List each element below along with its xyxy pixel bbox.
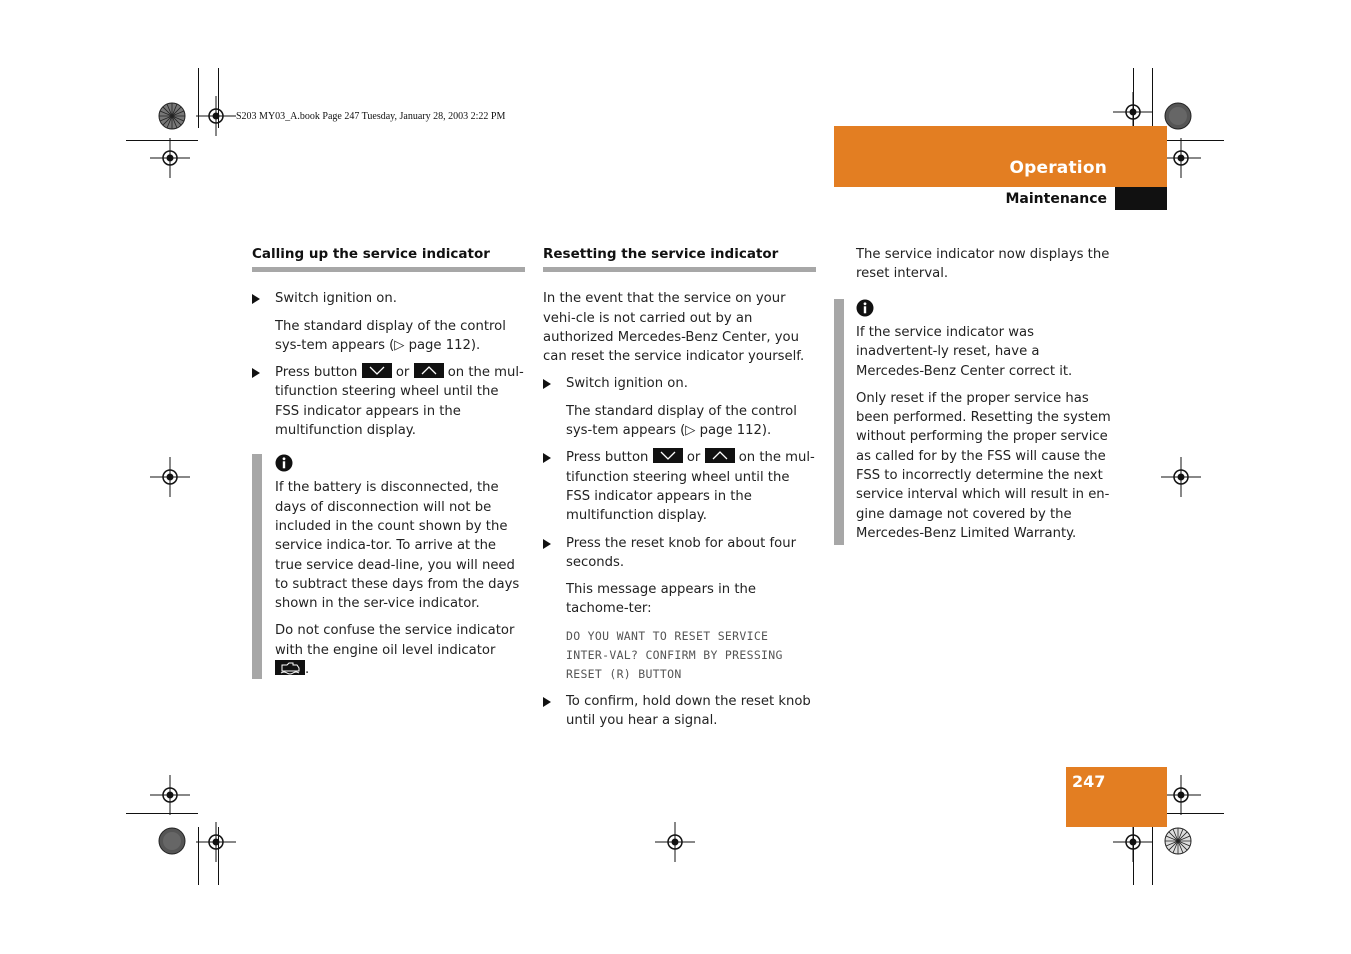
registration-target-icon bbox=[150, 138, 190, 178]
step-text: Switch ignition on. bbox=[275, 291, 397, 307]
column-calling-up bbox=[252, 245, 525, 679]
color-wheel-mark-icon bbox=[1164, 827, 1192, 855]
info-icon bbox=[275, 454, 293, 472]
scroll-up-button-icon bbox=[414, 363, 444, 378]
bullet-arrow-icon bbox=[543, 453, 551, 463]
step-text: or bbox=[395, 365, 410, 381]
bullet-arrow-icon bbox=[543, 539, 551, 549]
registration-target-icon bbox=[1161, 775, 1201, 815]
registration-target-icon bbox=[1161, 457, 1201, 497]
page-number-box bbox=[1066, 767, 1167, 827]
step-text: Press button bbox=[566, 450, 649, 466]
color-wheel-mark-icon bbox=[158, 102, 186, 130]
intro-text: In the event that the service on your vehi-cle is not carried out by an authorized Mercedes-Benz Center, you can reset the service indicator yourself. bbox=[543, 291, 805, 365]
bullet-arrow-icon bbox=[543, 379, 551, 389]
color-wheel-mark-icon bbox=[158, 827, 186, 855]
print-header-line: S203 MY03_A.book Page 247 Tuesday, January 28, 2003 2:22 PM bbox=[236, 111, 506, 122]
registration-target-icon bbox=[655, 822, 695, 862]
list-item bbox=[252, 363, 525, 440]
subsection-marker bbox=[1115, 187, 1167, 210]
step-text: Press the reset knob for about four seconds. bbox=[566, 535, 797, 570]
list-item bbox=[252, 289, 525, 308]
note-bar bbox=[834, 299, 844, 545]
scroll-down-button-icon bbox=[362, 363, 392, 378]
engine-oil-level-icon bbox=[275, 660, 305, 675]
note-text-part: Do not confuse the service indicator with the engine oil level indicator bbox=[275, 623, 515, 658]
note-text: If the battery is disconnected, the days of disconnection will not be included in the count shown by the service indica-tor. To arrive at the true service dead-line, you will need to subtract these days from the days shown in the ser-vice indicator. bbox=[275, 480, 520, 612]
note-text bbox=[275, 621, 525, 679]
bullet-arrow-icon bbox=[543, 697, 551, 707]
info-note bbox=[252, 454, 525, 679]
scroll-up-button-icon bbox=[705, 448, 735, 463]
color-wheel-mark-icon bbox=[1164, 102, 1192, 130]
registration-target-icon bbox=[1113, 822, 1153, 862]
tachometer-message: DO YOU WANT TO RESET SERVICE INTER-VAL? CONFIRM BY PRESSING RESET (R) BUTTON bbox=[566, 628, 783, 681]
step-text: To confirm, hold down the reset knob until you hear a signal. bbox=[566, 693, 811, 729]
step-text: Switch ignition on. bbox=[566, 376, 688, 392]
scroll-down-button-icon bbox=[653, 448, 683, 463]
bullet-arrow-icon bbox=[252, 294, 260, 304]
list-item bbox=[543, 448, 816, 525]
section-title: Operation bbox=[1009, 158, 1107, 178]
step-text: on the mul-tifunction steering wheel until the FSS indicator appears in the multifunction display. bbox=[275, 365, 524, 439]
heading-resetting: Resetting the service indicator bbox=[543, 245, 816, 272]
registration-target-icon bbox=[196, 822, 236, 862]
step-text: or bbox=[686, 450, 701, 466]
step-result: This message appears in the tachome-ter: bbox=[566, 582, 756, 617]
step-text: on the mul-tifunction steering wheel until the FSS indicator appears in the multifunction display. bbox=[566, 450, 815, 524]
result-text: The service indicator now displays the reset interval. bbox=[856, 247, 1110, 282]
note-text-part: . bbox=[305, 662, 310, 678]
registration-target-icon bbox=[150, 775, 190, 815]
step-text: Press button bbox=[275, 365, 358, 381]
info-note bbox=[856, 299, 1111, 551]
list-item bbox=[543, 534, 816, 573]
registration-target-icon bbox=[150, 457, 190, 497]
list-item bbox=[543, 374, 816, 393]
page-number: 247 bbox=[1072, 772, 1106, 791]
note-bar bbox=[252, 454, 262, 679]
step-result: The standard display of the control sys-tem appears (▷ page 112). bbox=[275, 318, 506, 353]
column-resetting bbox=[543, 245, 816, 738]
note-text: Only reset if the proper service has been performed. Resetting the system without performing the proper service as called for by the FSS will cause the FSS to incorrectly determine the next service interval which will result in en-gine damage not covered by the Mercedes-Benz Limited Warranty. bbox=[856, 390, 1111, 541]
heading-calling-up: Calling up the service indicator bbox=[252, 245, 525, 272]
registration-target-icon bbox=[196, 96, 236, 136]
column-result bbox=[856, 245, 1111, 292]
step-result: The standard display of the control sys-tem appears (▷ page 112). bbox=[566, 403, 797, 439]
note-text: If the service indicator was inadvertent-ly reset, have a Mercedes-Benz Center correct it. bbox=[856, 325, 1073, 379]
info-icon bbox=[856, 299, 874, 317]
section-tab bbox=[834, 126, 1167, 187]
list-item bbox=[543, 692, 816, 731]
bullet-arrow-icon bbox=[252, 368, 260, 378]
subsection-title: Maintenance bbox=[1005, 191, 1107, 207]
registration-target-icon bbox=[1161, 138, 1201, 178]
